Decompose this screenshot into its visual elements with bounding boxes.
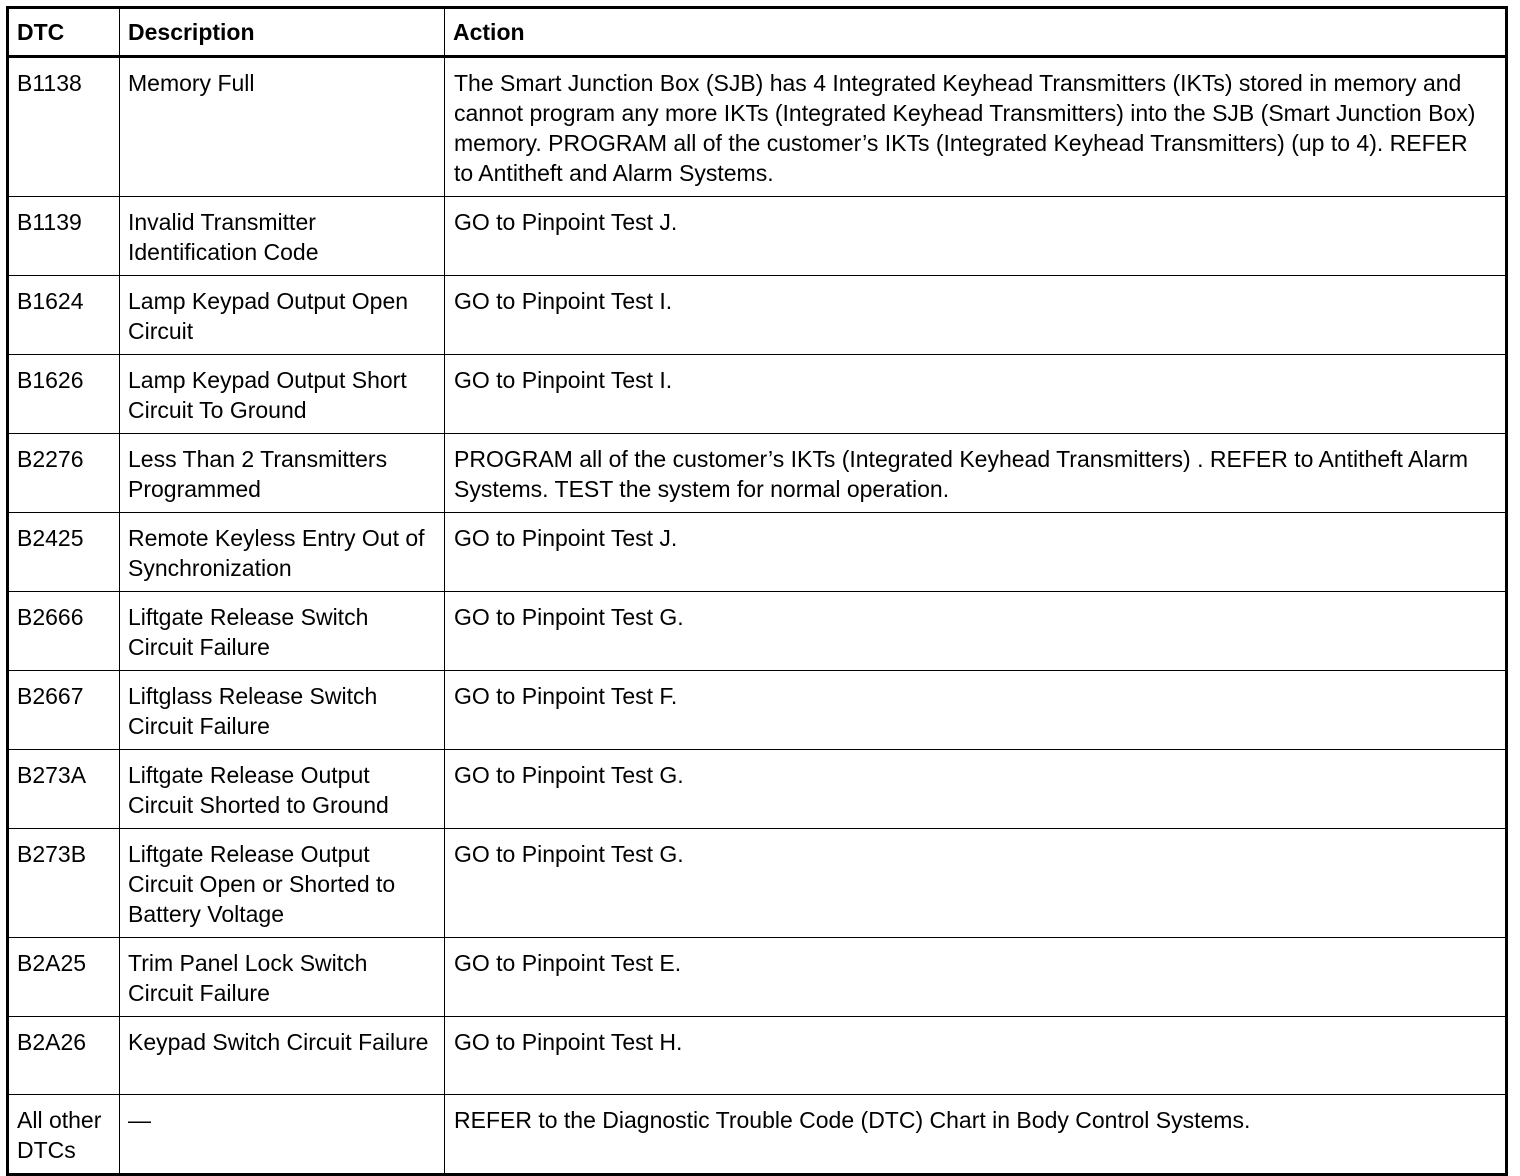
table-row (8, 276, 1507, 355)
action-cell: GO to Pinpoint Test G. (445, 592, 1507, 671)
dtc-code-cell: B2276 (8, 434, 120, 513)
action-cell: REFER to the Diagnostic Trouble Code (DTC) Chart in Body Control Systems. (445, 1095, 1507, 1175)
action-cell: GO to Pinpoint Test J. (445, 513, 1507, 592)
dtc-code-cell: B273A (8, 750, 120, 829)
dtc-code-cell: All other DTCs (8, 1095, 120, 1175)
description-cell: Liftglass Release Switch Circuit Failure (120, 671, 445, 750)
dtc-code-cell: B2A26 (8, 1017, 120, 1095)
description-cell: Liftgate Release Output Circuit Shorted to Ground (120, 750, 445, 829)
dtc-code-cell: B2666 (8, 592, 120, 671)
header-action: Action (445, 8, 1507, 57)
description-cell: Lamp Keypad Output Short Circuit To Ground (120, 355, 445, 434)
action-cell: The Smart Junction Box (SJB) has 4 Integrated Keyhead Transmitters (IKTs) stored in memory and cannot program any more IKTs (Integrated Keyhead Transmitters) into the SJB (Smart Junction Box) memory. PROGRAM all of the customer’s IKTs (Integrated Keyhead Transmitters) (up to 4). REFER to Antitheft and Alarm Systems. (445, 57, 1507, 197)
action-cell: GO to Pinpoint Test E. (445, 938, 1507, 1017)
dtc-table (6, 6, 1508, 1176)
action-cell: GO to Pinpoint Test G. (445, 750, 1507, 829)
table-row (8, 513, 1507, 592)
description-cell: Liftgate Release Switch Circuit Failure (120, 592, 445, 671)
table-row (8, 829, 1507, 938)
description-cell: Invalid Transmitter Identification Code (120, 197, 445, 276)
dtc-code-cell: B1138 (8, 57, 120, 197)
table-row (8, 671, 1507, 750)
dtc-code-cell: B2667 (8, 671, 120, 750)
description-cell: Keypad Switch Circuit Failure (120, 1017, 445, 1095)
dtc-code-cell: B273B (8, 829, 120, 938)
table-row (8, 197, 1507, 276)
table-row (8, 355, 1507, 434)
table-row (8, 434, 1507, 513)
action-cell: GO to Pinpoint Test H. (445, 1017, 1507, 1095)
description-cell: Memory Full (120, 57, 445, 197)
action-cell: GO to Pinpoint Test J. (445, 197, 1507, 276)
dtc-code-cell: B2425 (8, 513, 120, 592)
description-cell: Lamp Keypad Output Open Circuit (120, 276, 445, 355)
table-body (8, 57, 1507, 1175)
action-cell: GO to Pinpoint Test I. (445, 276, 1507, 355)
action-cell: GO to Pinpoint Test F. (445, 671, 1507, 750)
header-description: Description (120, 8, 445, 57)
header-row (8, 8, 1507, 57)
table-row (8, 57, 1507, 197)
table-row (8, 1017, 1507, 1095)
dtc-code-cell: B2A25 (8, 938, 120, 1017)
table-row (8, 1095, 1507, 1175)
table-row (8, 938, 1507, 1017)
action-cell: PROGRAM all of the customer’s IKTs (Integrated Keyhead Transmitters) . REFER to Antitheft Alarm Systems. TEST the system for normal operation. (445, 434, 1507, 513)
description-cell: — (120, 1095, 445, 1175)
header-dtc: DTC (8, 8, 120, 57)
table-header (8, 8, 1507, 57)
action-cell: GO to Pinpoint Test I. (445, 355, 1507, 434)
description-cell: Remote Keyless Entry Out of Synchronization (120, 513, 445, 592)
action-cell: GO to Pinpoint Test G. (445, 829, 1507, 938)
dtc-code-cell: B1139 (8, 197, 120, 276)
description-cell: Less Than 2 Transmitters Programmed (120, 434, 445, 513)
table-row (8, 750, 1507, 829)
description-cell: Liftgate Release Output Circuit Open or Shorted to Battery Voltage (120, 829, 445, 938)
description-cell: Trim Panel Lock Switch Circuit Failure (120, 938, 445, 1017)
table-row (8, 592, 1507, 671)
dtc-code-cell: B1626 (8, 355, 120, 434)
dtc-code-cell: B1624 (8, 276, 120, 355)
